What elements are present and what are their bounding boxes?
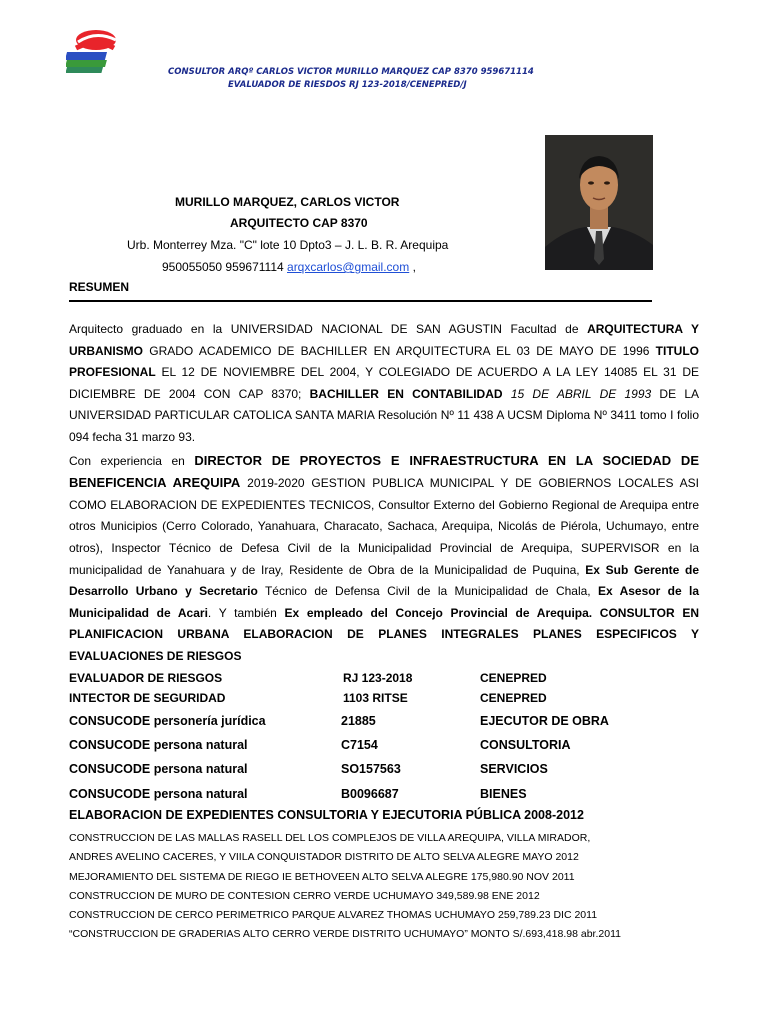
summary-segment: Ex Sub Gerente de Desarrollo Urbano y Secretario bbox=[69, 562, 699, 599]
contact-line bbox=[162, 260, 416, 274]
registry-category: CONSULTORIA bbox=[480, 738, 571, 752]
registry-entity: CONSUCODE persona natural bbox=[69, 762, 248, 776]
summary-segment: 2019-2020 GESTION PUBLICA MUNICIPAL Y DE GOBIERNOS LOCALES ASI COMO ELABORACION DE EXPEDIENTES TECNICOS, Consultor Externo del Gobierno Regional de Arequipa entre otros Municipios (Cerro Colorado, Yanahuara, Characato, Sachaca, Arequipa, Nicolás de Piérola, Uchumayo, entre otros), Inspector Técnico de Defesa Civil de la Municipalidad Provincial de Arequipa, SUPERVISOR en la municipalidad de Yanahuara y de Iray, Residente de Obra de la Municipalidad de Puquina, bbox=[69, 476, 699, 577]
registry-code: SO157563 bbox=[341, 762, 401, 776]
summary-segment: Arquitecto graduado en la UNIVERSIDAD NACIONAL DE SAN AGUSTIN Facultad de bbox=[69, 322, 588, 336]
registry-category: BIENES bbox=[480, 787, 527, 801]
registry-code: RJ 123-2018 bbox=[343, 671, 413, 685]
project-item: CONSTRUCCION DE MURO DE CONTESION CERRO VERDE UCHUMAYO 349,589.98 ENE 2012 bbox=[69, 889, 540, 902]
registry-code: 21885 bbox=[341, 714, 376, 728]
registry-entity: CONSUCODE personería jurídica bbox=[69, 714, 266, 728]
section-divider bbox=[69, 300, 652, 302]
registry-category: EJECUTOR DE OBRA bbox=[480, 714, 609, 728]
header-line-2: EVALUADOR DE RIESDOS RJ 123-2018/CENEPRED/J bbox=[228, 80, 467, 90]
summary-segment: ARQUITECTURA Y URBANISMO bbox=[69, 322, 699, 358]
summary-paragraph-1 bbox=[69, 319, 699, 449]
professional-title: ARQUITECTO CAP 8370 bbox=[230, 216, 368, 230]
summary-segment: Ex Asesor de la Municipalidad de Acari bbox=[69, 584, 700, 620]
registry-category: SERVICIOS bbox=[480, 762, 548, 776]
email-link[interactable]: arqxcarlos@gmail.com bbox=[287, 260, 410, 274]
company-logo bbox=[66, 26, 122, 78]
registry-code: C7154 bbox=[341, 738, 378, 752]
summary-segment: . Y también bbox=[207, 605, 285, 620]
summary-segment: Con experiencia en bbox=[69, 453, 195, 468]
registry-entity: CONSUCODE persona natural bbox=[69, 787, 248, 801]
summary-section bbox=[69, 319, 699, 668]
summary-segment: DE LA UNIVERSIDAD PARTICULAR CATOLICA SANTA MARIA Resolución Nº 11 438 A UCSM Diploma Nº 3411 tomo I folio 094 fecha 31 marzo 93. bbox=[69, 386, 699, 444]
summary-segment: TITULO PROFESIONAL bbox=[69, 343, 699, 380]
project-item: MEJORAMIENTO DEL SISTEMA DE RIEGO IE BETHOVEEN ALTO SELVA ALEGRE 175,980.90 NOV 2011 bbox=[69, 870, 575, 883]
project-item: ANDRES AVELINO CACERES, Y VIILA CONQUISTADOR DISTRITO DE ALTO SELVA ALEGRE MAYO 2012 bbox=[69, 851, 579, 864]
project-item: CONSTRUCCION DE LAS MALLAS RASELL DEL LOS COMPLEJOS DE VILLA AREQUIPA, VILLA MIRADOR, bbox=[69, 832, 591, 844]
registry-code: B0096687 bbox=[341, 787, 399, 801]
phone-numbers: 950055050 959671114 bbox=[162, 260, 288, 274]
profile-photo bbox=[545, 135, 653, 270]
address: Urb. Monterrey Mza. "C" lote 10 Dpto3 – J. L. B. R. Arequipa bbox=[127, 238, 449, 252]
project-item: “CONSTRUCCION DE GRADERIAS ALTO CERRO VERDE DISTRITO UCHUMAYO” MONTO S/.693,418.98 abr.2011 bbox=[69, 928, 621, 941]
projects-list bbox=[69, 829, 699, 945]
person-name: MURILLO MARQUEZ, CARLOS VICTOR bbox=[175, 195, 400, 209]
contact-trail: , bbox=[409, 260, 416, 274]
summary-segment: 15 DE ABRIL DE 1993 bbox=[510, 386, 652, 401]
summary-segment bbox=[503, 387, 511, 401]
project-item: CONSTRUCCION DE CERCO PERIMETRICO PARQUE ALVAREZ THOMAS UCHUMAYO 259,789.23 DIC 2011 bbox=[69, 909, 598, 922]
summary-segment: Técnico de Defensa Civil de la Municipalidad de Chala, bbox=[257, 584, 598, 599]
summary-segment: BACHILLER EN CONTABILIDAD bbox=[309, 386, 503, 401]
registry-code: 1103 RITSE bbox=[343, 691, 408, 705]
registry-entity: EVALUADOR DE RIESGOS bbox=[69, 671, 223, 685]
summary-segment: Ex empleado del Concejo Provincial de Arequipa. CONSULTOR EN PLANIFICACION URBANA ELABORACION DE PLANES INTEGRALES PLANES ESPECIFICOS Y EVALUACIONES DE RIESGOS bbox=[69, 605, 700, 663]
registry-category: CENEPRED bbox=[480, 691, 547, 705]
summary-paragraph-2 bbox=[69, 450, 699, 668]
registry-category: CENEPRED bbox=[480, 671, 547, 685]
summary-segment: EL 12 DE NOVIEMBRE DEL 2004, Y COLEGIADO DE ACUERDO A LA LEY 14085 EL 31 DE DICIEMBRE DE 2004 CON CAP 8370; bbox=[69, 365, 699, 401]
registry-entity: INTECTOR DE SEGURIDAD bbox=[69, 691, 226, 705]
header-line-1: CONSULTOR ARQº CARLOS VICTOR MURILLO MARQUEZ CAP 8370 959671114 bbox=[168, 67, 534, 77]
experience-heading: ELABORACION DE EXPEDIENTES CONSULTORIA Y EJECUTORIA PÚBLICA 2008-2012 bbox=[69, 808, 584, 822]
resumen-heading: RESUMEN bbox=[69, 280, 130, 294]
registry-entity: CONSUCODE persona natural bbox=[69, 738, 248, 752]
summary-segment: DIRECTOR DE PROYECTOS E INFRAESTRUCTURA EN LA SOCIEDAD DE BENEFICENCIA AREQUIPA bbox=[69, 452, 699, 491]
summary-segment: GRADO ACADEMICO DE BACHILLER EN ARQUITECTURA EL 03 DE MAYO DE 1996 bbox=[143, 343, 656, 358]
